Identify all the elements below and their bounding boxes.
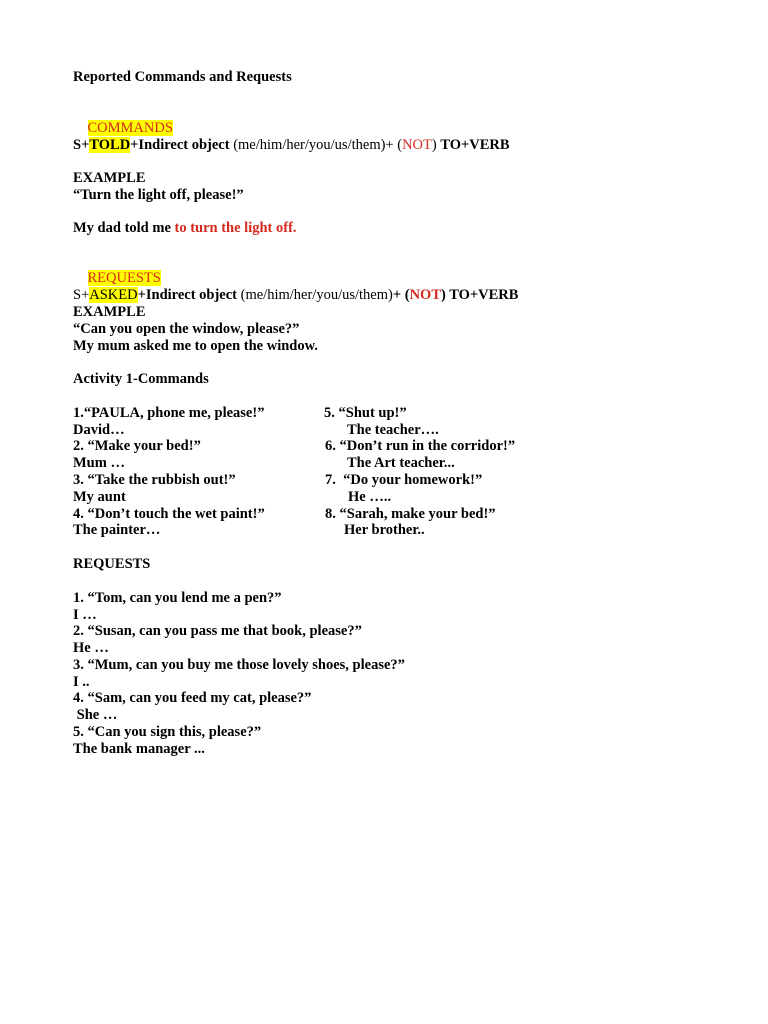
formula-verb-told: TOLD: [89, 137, 131, 153]
exercise-quote: 7. “Do your homework!”: [325, 472, 483, 488]
formula-to-verb: TO+VERB: [440, 137, 510, 153]
activity2-heading: REQUESTS: [73, 556, 151, 572]
exercise-subject: Her brother..: [344, 522, 425, 538]
commands-formula: [73, 137, 510, 154]
commands-example-answer: [73, 220, 297, 237]
activity1-heading: Activity 1-Commands: [73, 371, 209, 387]
formula-not: NOT: [402, 137, 432, 153]
exercise-subject: The Art teacher...: [347, 455, 455, 471]
formula-pronouns: (me/him/her/you/us/them): [237, 287, 393, 303]
exercise-quote: 3. “Mum, can you buy me those lovely shoes, please?”: [73, 657, 405, 673]
exercise-subject: My aunt: [73, 489, 126, 505]
exercise-subject: She …: [73, 707, 118, 723]
formula-close: ): [431, 137, 441, 153]
formula-indirect-object: +Indirect object: [130, 137, 230, 153]
exercise-subject: He …: [73, 640, 109, 656]
exercise-quote: 3. “Take the rubbish out!”: [73, 472, 236, 488]
exercise-quote: 5. “Can you sign this, please?”: [73, 724, 262, 740]
exercise-subject: David…: [73, 422, 125, 438]
exercise-quote: 2. “Make your bed!”: [73, 438, 201, 454]
exercise-subject: The teacher….: [347, 422, 439, 438]
exercise-subject: He …..: [348, 489, 392, 505]
exercise-subject: I ..: [73, 674, 90, 690]
exercise-subject: I …: [73, 607, 97, 623]
exercise-quote: 5. “Shut up!”: [324, 405, 407, 421]
formula-to-verb: ) TO+VERB: [441, 287, 519, 303]
exercise-quote: 4. “Sam, can you feed my cat, please?”: [73, 690, 312, 706]
formula-subject: S+: [73, 137, 90, 153]
exercise-quote: 1. “Tom, can you lend me a pen?”: [73, 590, 282, 606]
formula-not: NOT: [409, 287, 441, 303]
formula-verb-asked: ASKED: [89, 287, 138, 303]
document-title: Reported Commands and Requests: [73, 69, 292, 85]
requests-heading-text: REQUESTS: [87, 270, 161, 286]
exercise-subject: Mum …: [73, 455, 125, 471]
formula-subject: S+: [73, 287, 90, 303]
answer-highlight: to turn the light off.: [174, 220, 297, 236]
exercise-subject: The painter…: [73, 522, 161, 538]
answer-start: My dad told me: [73, 220, 175, 236]
requests-formula: [73, 287, 518, 304]
formula-indirect-object: +Indirect object: [137, 287, 237, 303]
exercise-quote: 8. “Sarah, make your bed!”: [325, 506, 496, 522]
commands-example-label: EXAMPLE: [73, 170, 146, 186]
commands-heading-text: COMMANDS: [87, 120, 173, 136]
exercise-subject: The bank manager ...: [73, 741, 205, 757]
exercise-quote: 6. “Don’t run in the corridor!”: [325, 438, 516, 454]
commands-example-quote: “Turn the light off, please!”: [73, 187, 244, 203]
requests-example-label: EXAMPLE: [73, 304, 146, 320]
requests-example-quote: “Can you open the window, please?”: [73, 321, 300, 337]
formula-pronouns: (me/him/her/you/us/them)+ (: [229, 137, 403, 153]
requests-example-answer: My mum asked me to open the window.: [73, 338, 318, 354]
formula-plus-paren: + (: [392, 287, 410, 303]
exercise-quote: 1.“PAULA, phone me, please!”: [73, 405, 265, 421]
exercise-quote: 4. “Don’t touch the wet paint!”: [73, 506, 265, 522]
exercise-quote: 2. “Susan, can you pass me that book, please?”: [73, 623, 362, 639]
